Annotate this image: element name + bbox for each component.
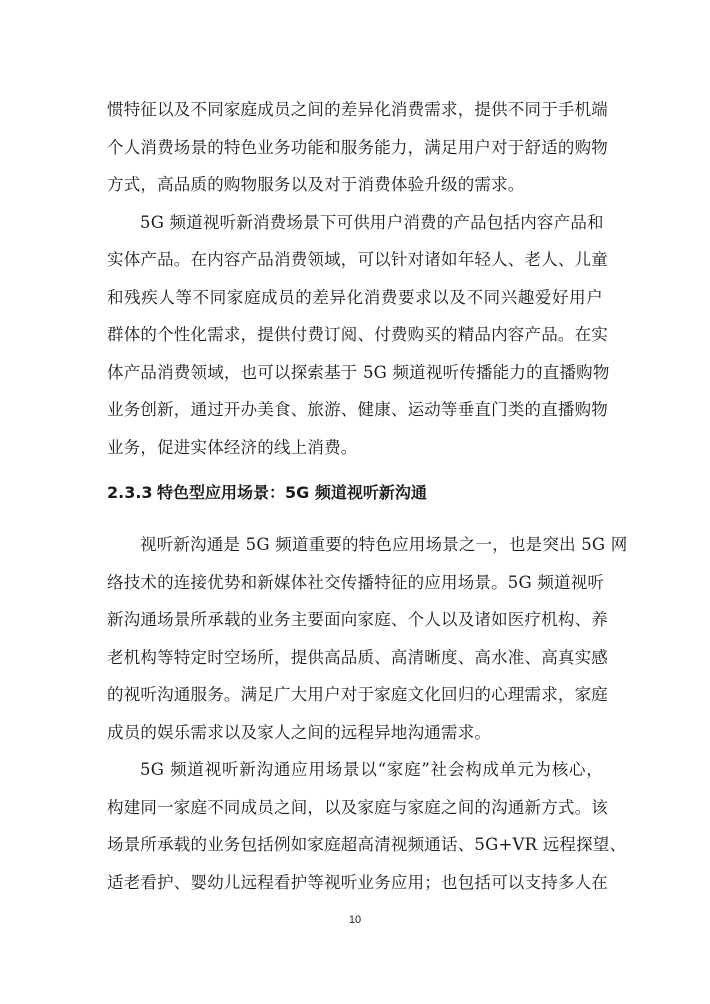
text-line: 方式，高品质的购物服务以及对于消费体验升级的需求。 — [107, 175, 525, 194]
text-line: 群体的个性化需求，提供付费订阅、付费购买的精品内容产品。在实 — [107, 325, 608, 344]
text-line: 体产品消费领域，也可以探索基于 5G 频道视听传播能力的直播购物 — [107, 362, 610, 382]
section-number: 2.3.3 — [107, 483, 153, 502]
section-heading — [107, 479, 427, 507]
text-line: 构建同一家庭不同成员之间，以及家庭与家庭之间的沟通新方式。该 — [107, 797, 608, 817]
section-title: 特色型应用场景：5G 频道视听新沟通 — [157, 483, 427, 502]
text-line: 新沟通场景所承载的业务主要面向家庭、个人以及诸如医疗机构、养 — [107, 610, 608, 629]
text-line: 个人消费场景的特色业务功能和服务能力，满足用户对于舒适的购物 — [107, 137, 608, 157]
paragraph-p3 — [107, 526, 628, 751]
page-number: 10 — [348, 914, 362, 926]
text-line: 适老看护、婴幼儿远程看护等视听业务应用；也包括可以支持多人在 — [107, 872, 608, 892]
text-line: 业务，促进实体经济的线上消费。 — [107, 437, 358, 457]
paragraph-p4 — [107, 751, 627, 901]
text-line: 老机构等特定时空场所，提供高品质、高清晰度、高水准、高真实感 — [107, 647, 608, 667]
text-line: 业务创新，通过开办美食、旅游、健康、运动等垂直门类的直播购物 — [107, 400, 608, 419]
body-text-before-heading — [107, 91, 610, 466]
text-line: 5G 频道视听新消费场景下可供用户消费的产品包括内容产品和 — [140, 212, 604, 232]
text-line: 实体产品。在内容产品消费领域，可以针对诸如年轻人、老人、儿童 — [107, 250, 608, 269]
text-line: 络技术的连接优势和新媒体社交传播特征的应用场景。5G 频道视听 — [107, 572, 605, 592]
text-line: 5G 频道视听新沟通应用场景以“家庭”社会构成单元为核心， — [140, 760, 603, 779]
paragraph-p2 — [107, 204, 610, 467]
text-line: 的视听沟通服务。满足广大用户对于家庭文化回归的心理需求，家庭 — [107, 685, 608, 704]
text-line: 惯特征以及不同家庭成员之间的差异化消费需求，提供不同于手机端 — [107, 100, 608, 119]
text-line: 和残疾人等不同家庭成员的差异化消费要求以及不同兴趣爱好用户 — [107, 287, 603, 307]
text-line: 场景所承载的业务包括例如家庭超高清视频通话、5G+VR 远程探望、 — [107, 835, 627, 854]
text-line: 视听新沟通是 5G 频道重要的特色应用场景之一，也是突出 5G 网 — [140, 535, 628, 554]
text-line: 成员的娱乐需求以及家人之间的远程异地沟通需求。 — [107, 722, 492, 742]
body-text-after-heading — [107, 526, 628, 901]
paragraph-p1 — [107, 91, 608, 204]
